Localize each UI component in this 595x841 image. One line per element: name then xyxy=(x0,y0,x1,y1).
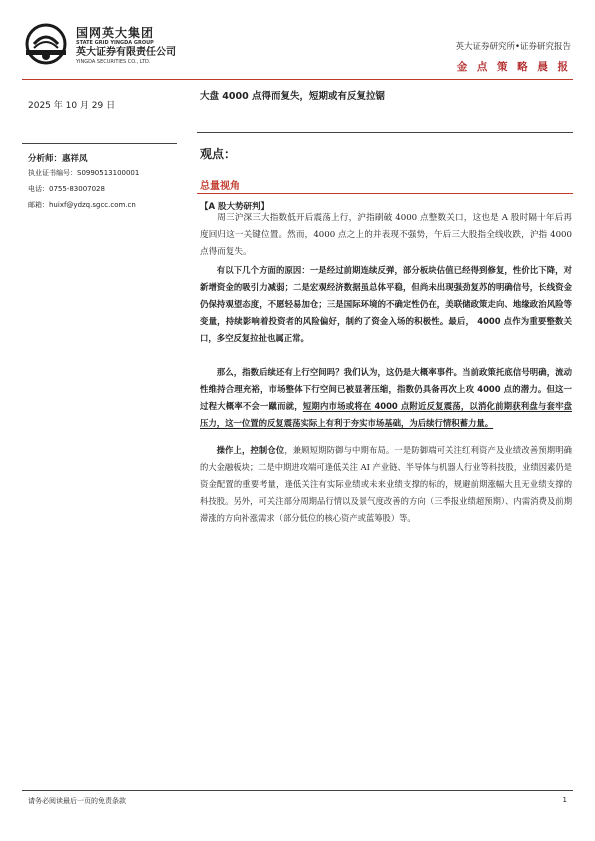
paragraph-2-text: 有以下几个方面的原因：一是经过前期连续反弹，部分板块估值已经得到修复，性价比下降，对新增资金的吸引力减弱；二是宏观经济数据虽总体平稳，但尚未出现强劲复苏的明确信号，长线资金仍保持观望态度，不愿轻易加仓；三是国际环境的不确定性仍在，美联储政策走向、地缘政治风险等变量，持续影响着投资者的风险偏好，制约了资金入场的积极性。最后， 4000 点作为重要整数关口，多空反复拉扯也属正常。 xyxy=(200,265,572,343)
paragraph-4-lead: 操作上，控制仓位 xyxy=(216,445,285,455)
paragraph-4 xyxy=(200,442,572,527)
footer-divider xyxy=(22,790,573,791)
title-divider xyxy=(197,132,573,133)
paragraph-3-text: 那么，指数后续还有上行空间吗？我们认为，这仍是大概率事件。当前政策托底信号明确，流动性维持合理充裕，市场整体下行空间已被显著压缩，指数仍具备再次上攻 4000 点的潜力。但这一过程大概率不会一蹴而就， xyxy=(200,367,572,411)
analyst-name: 分析师：惠祥凤 xyxy=(28,154,88,164)
analyst-phone: 电话：0755-83007028 xyxy=(28,185,105,193)
paragraph-1 xyxy=(200,210,572,261)
paragraph-4-text: ，兼顾短期防御与中期布局。一是防御端可关注红利资产及业绩改善预期明确的大金融板块；二是中期进攻端可逢低关注 AI 产业链、半导体与机器人行业等科技股，业绩因素仍是资金配置的重要考量，逢低关注有实际业绩或未来业绩支撑的标的，规避前期涨幅大且无业绩支撑的科技股。另外，可关注部分周期品行情以及景气度改善的方向（三季报业绩超预期）、内需消费及前期滞涨的方向补涨需求（部分低位的核心资产或蓝筹股）等。 xyxy=(200,445,572,523)
sub-heading: 总量视角 xyxy=(200,181,240,192)
analyst-cert: 执业证书编号：S0990513100001 xyxy=(28,169,140,177)
section-heading: 观点： xyxy=(200,147,237,161)
paragraph-2 xyxy=(200,262,572,347)
page-number: 1 xyxy=(562,796,567,804)
logo-company-name: 英大证券有限责任公司 xyxy=(76,47,176,58)
sidebar-divider xyxy=(22,143,177,144)
footer-disclaimer: 请务必阅读最后一页的免责条款 xyxy=(28,797,126,805)
company-logo xyxy=(24,22,184,70)
report-type: 金 点 策 略 晨 报 xyxy=(456,61,571,73)
header-org: 英大证券研究所•证券研究报告 xyxy=(455,42,571,52)
logo-group-name-en: STATE GRID YINGDA GROUP xyxy=(76,40,154,46)
paragraph-3-underlined: 短期内市场或将在 4000 点附近反复震荡，以消化前期获利盘与套牢盘压力，这一位置的反复震荡实际上有利于夯实市场基础，为后续行情积蓄力量。 xyxy=(200,401,573,428)
report-title: 大盘 4000 点得而复失，短期或有反复拉锯 xyxy=(200,91,386,102)
paragraph-1-text: 周三沪深三大指数低开后震荡上行，沪指刷破 4000 点整数关口，这也是 A 股时隔十年后再度回归这一关键位置。然而，4000 点之上的并表现不强势，午后三大股指全线收跌，沪指 4000 点得而复失。 xyxy=(200,213,572,257)
sub-heading-divider xyxy=(197,193,573,194)
report-date: 2025 年 10 月 29 日 xyxy=(28,101,116,111)
paragraph-3 xyxy=(200,364,572,432)
logo-company-name-en: YINGDA SECURITIES CO., LTD. xyxy=(76,59,151,65)
header-divider xyxy=(22,79,573,80)
state-grid-logo-icon xyxy=(24,22,70,66)
header-right xyxy=(455,41,571,74)
logo-group-name: 国网英大集团 xyxy=(76,26,155,40)
analyst-email[interactable]: 邮箱：huixf@ydzq.sgcc.com.cn xyxy=(28,201,136,209)
bracket-label: 【A 股大势研判】 xyxy=(200,202,270,212)
